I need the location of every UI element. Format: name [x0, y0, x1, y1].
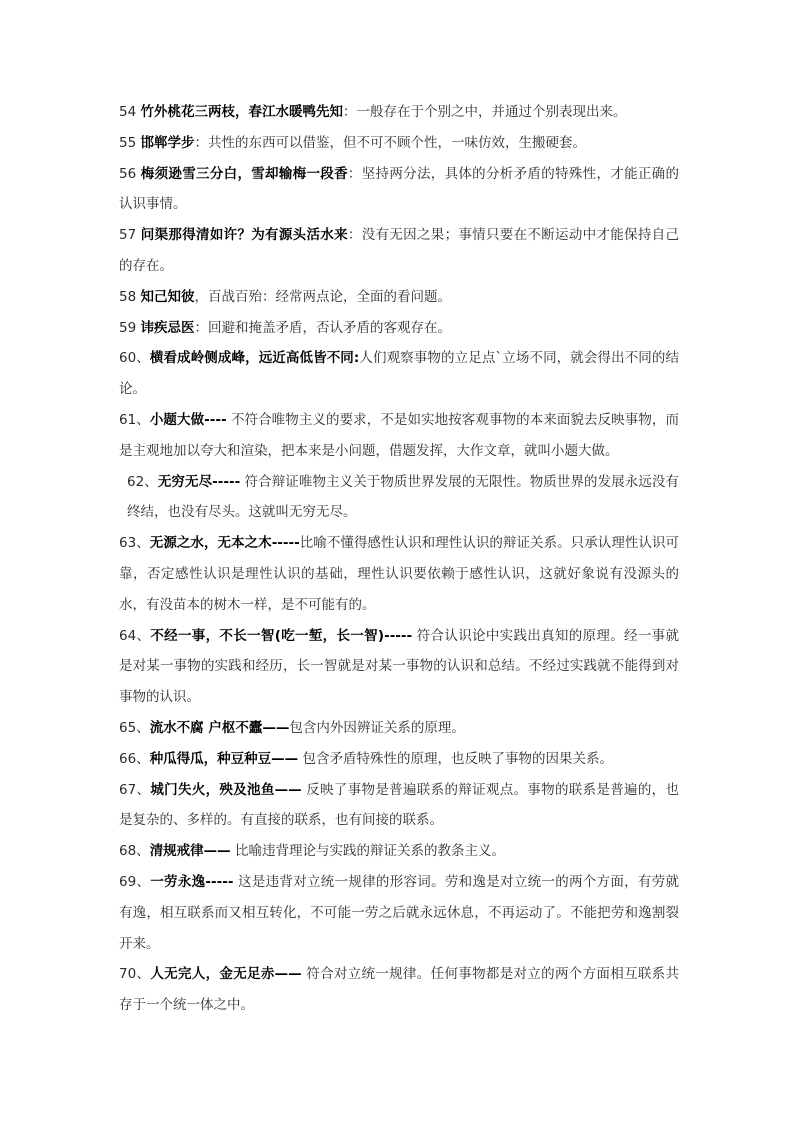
entry-number: 59 [119, 319, 141, 336]
entry-number: 61、 [119, 411, 150, 428]
entry-term: 无穷无尽----- [157, 473, 241, 490]
entry-description: 符合认识论中实践出真知的原理。经一事就是对某一事物的实践和经历，长一智就是对某一事物的认识和总结。不经过实践就不能得到对事物的认识。 [119, 627, 679, 706]
entry-term: 城门失火，殃及池鱼—— [150, 781, 302, 798]
entry-number: 64、 [119, 627, 151, 644]
entry-64 [119, 621, 679, 713]
entry-66 [119, 744, 679, 775]
entry-number: 69、 [119, 873, 151, 890]
entry-68 [119, 836, 679, 867]
entry-59 [119, 313, 679, 344]
entry-description: ：一般存在于个别之中，并通过个别表现出来。 [342, 104, 627, 120]
entry-description: 比喻违背理论与实践的辩证关系的教条主义。 [230, 843, 505, 860]
entry-description: 包含矛盾特殊性的原理，也反映了事物的因果关系。 [298, 750, 613, 767]
entry-70 [119, 959, 679, 1021]
entry-56 [119, 159, 679, 221]
entry-term: 邯郸学步 [140, 134, 195, 151]
entry-65 [119, 713, 679, 744]
entry-number: 70、 [119, 966, 151, 983]
entry-number: 67、 [119, 781, 151, 798]
entry-term: 讳疾忌医 [140, 319, 195, 336]
document-page [119, 97, 679, 1021]
entry-description: 这是违背对立统一规律的形容词。劳和逸是对立统一的两个方面，有劳就有逸，相互联系而又相互转化，不可能一劳之后就永远休息，不再运动了。不能把劳和逸割裂开来。 [119, 873, 680, 952]
entry-description: ：没有无因之果；事情只要在不断运动中才能保持自己的存在。 [119, 227, 679, 274]
entry-number: 66、 [119, 750, 150, 767]
entry-description: ：共性的东西可以借鉴，但不可不顾个性，一味仿效，生搬硬套。 [194, 134, 586, 151]
entry-term: 问渠那得清如许？为有源头活水来 [140, 227, 348, 244]
entry-term: 小题大做---- [149, 411, 227, 428]
entry-62 [119, 467, 679, 529]
entry-58 [119, 282, 679, 313]
entry-term: 种瓜得瓜，种豆种豆—— [149, 750, 299, 767]
entry-54 [119, 97, 679, 128]
entry-description: 人们观察事物的立足点`立场不同，就会得出不同的结论。 [119, 350, 679, 398]
entry-term: 流水不腐 户枢不蠹—— [149, 719, 290, 736]
entry-description: 不符合唯物主义的要求，不是如实地按客观事物的本来面貌去反映事物，而是主观地加以夸大和渲染，把本来是小问题，借题发挥，大作文章，就叫小题大做。 [119, 411, 679, 459]
entry-term: 无源之水，无本之木----- [149, 535, 300, 552]
entry-term: 一劳永逸----- [150, 873, 234, 890]
entry-term: 知己知彼 [140, 288, 195, 305]
entry-description: ，百战百殆：经常两点论，全面的看问题。 [194, 288, 451, 305]
entry-61 [119, 405, 679, 467]
entry-description: 符合辩证唯物主义关于物质世界发展的无限性。物质世界的发展永远没有终结，也没有尽头。这就叫无穷无尽。 [127, 473, 680, 521]
entry-number: 57 [119, 227, 141, 244]
entry-term: 梅须逊雪三分白，雪却输梅一段香 [140, 165, 348, 182]
entry-description: ：坚持两分法，具体的分析矛盾的特殊性，才能正确的认识事情。 [119, 165, 679, 213]
entry-number: 60、 [119, 350, 150, 367]
entry-67 [119, 775, 679, 837]
entry-number: 54 [119, 104, 141, 120]
entry-number: 62、 [127, 473, 158, 490]
entry-number: 55 [119, 134, 141, 151]
entry-55 [119, 128, 679, 159]
entry-description: 包含内外因辨证关系的原理。 [289, 719, 465, 736]
entry-number: 63、 [119, 535, 150, 552]
entry-57 [119, 220, 679, 282]
entry-description: ：回避和掩盖矛盾，否认矛盾的客观存在。 [194, 319, 451, 336]
entry-69 [119, 867, 679, 959]
entry-term: 竹外桃花三两枝，春江水暖鸭先知 [140, 104, 343, 120]
entry-term: 人无完人，金无足赤—— [150, 966, 302, 983]
entry-63 [119, 528, 679, 620]
entry-number: 68、 [119, 843, 150, 860]
entry-term: 清规戒律—— [149, 843, 231, 860]
entry-description: 反映了事物是普遍联系的辩证观点。事物的联系是普遍的，也是复杂的、多样的。有直接的联系，也有间接的联系。 [119, 781, 679, 829]
entry-60 [119, 343, 679, 405]
entry-term: 横看成岭侧成峰，远近高低皆不同: [149, 350, 360, 367]
entry-description: 比喻不懂得感性认识和理性认识的辩证关系。只承认理性认识可靠，否定感性认识是理性认识的基础，理性认识要依赖于感性认识，这就好象说有没源头的水，有没苗本的树木一样，是不可能有的。 [119, 535, 680, 613]
entry-number: 56 [119, 165, 141, 182]
entry-description: 符合对立统一规律。任何事物都是对立的两个方面相互联系共存于一个统一体之中。 [119, 966, 679, 1014]
entry-number: 58 [119, 288, 141, 305]
entry-number: 65、 [119, 719, 150, 736]
entry-term: 不经一事，不长一智(吃一堑，长一智)----- [150, 627, 413, 644]
